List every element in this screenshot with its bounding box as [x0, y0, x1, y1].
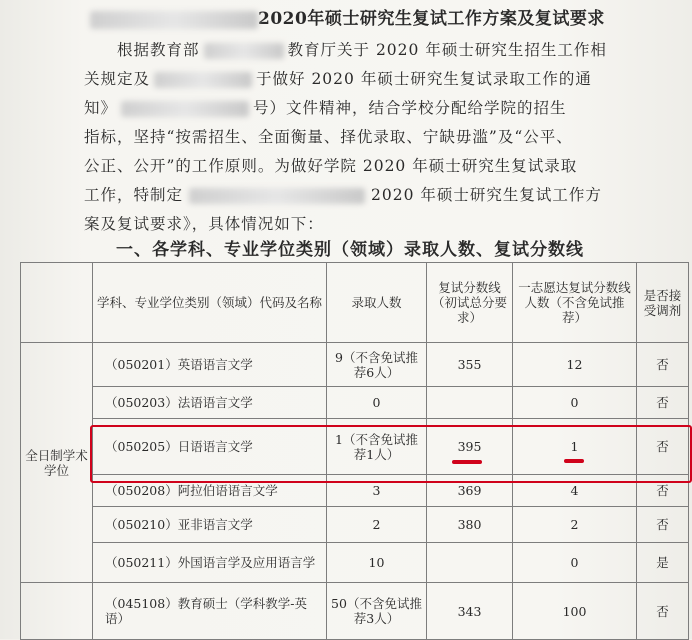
count-underline	[564, 459, 584, 463]
category-cell-empty	[21, 583, 93, 640]
enroll-cell: 1（不含免试推荐1人）	[327, 419, 427, 475]
intro-paragraph	[84, 36, 664, 239]
redacted-block	[121, 101, 249, 117]
document-title	[90, 4, 650, 32]
subject-cell: （050208）阿拉伯语语言文学	[93, 475, 327, 507]
score-cell: 355	[427, 343, 513, 387]
enroll-cell: 2	[327, 507, 427, 543]
table-row-highlighted	[21, 419, 689, 475]
adjust-cell: 否	[637, 343, 689, 387]
redacted-block	[204, 43, 284, 59]
category-cell: 全日制学术学位	[21, 343, 93, 583]
first-choice-cell: 4	[513, 475, 637, 507]
subject-cell: （050203）法语语言文学	[93, 387, 327, 419]
header-enroll: 录取人数	[327, 263, 427, 343]
score-cell	[427, 387, 513, 419]
enroll-cell: 3	[327, 475, 427, 507]
adjust-cell: 否	[637, 583, 689, 640]
enroll-cell: 10	[327, 543, 427, 583]
header-first-choice: 一志愿达复试分数线人数（不含免试推荐）	[513, 263, 637, 343]
para-line-4: 指标，坚持“按需招生、全面衡量、择优录取、宁缺毋滥”及“公平、	[84, 128, 573, 146]
subject-cell: （050201）英语语言文学	[93, 343, 327, 387]
para-line-1: 根据教育部 教育厅关于 2020 年硕士研究生招生工作相	[117, 41, 607, 59]
para-line-3: 知》 号）文件精神，结合学校分配给学院的招生	[84, 99, 567, 117]
subject-cell: （050211）外国语言学及应用语言学	[93, 543, 327, 583]
table-row	[21, 543, 689, 583]
adjust-cell: 否	[637, 507, 689, 543]
score-underline	[452, 460, 482, 464]
table-row	[21, 387, 689, 419]
table-row	[21, 583, 689, 640]
table-row	[21, 475, 689, 507]
subject-cell: （050205）日语语言文学	[93, 419, 327, 475]
subject-cell: （050210）亚非语言文学	[93, 507, 327, 543]
redacted-block	[154, 72, 252, 88]
para-line-6: 工作，特制定 2020 年硕士研究生复试工作方	[84, 186, 602, 204]
first-choice-cell: 0	[513, 543, 637, 583]
adjust-cell: 否	[637, 419, 689, 475]
first-choice-cell: 2	[513, 507, 637, 543]
enroll-cell: 0	[327, 387, 427, 419]
adjust-cell: 否	[637, 387, 689, 419]
adjust-cell: 否	[637, 475, 689, 507]
header-corner	[21, 263, 93, 343]
score-cell	[427, 543, 513, 583]
first-choice-cell: 100	[513, 583, 637, 640]
score-cell: 369	[427, 475, 513, 507]
enroll-cell: 50（不含免试推荐3人）	[327, 583, 427, 640]
admission-table	[20, 262, 689, 640]
first-choice-cell: 0	[513, 387, 637, 419]
enroll-cell: 9（不含免试推荐6人）	[327, 343, 427, 387]
first-choice-cell: 1	[513, 419, 637, 475]
table-header-row	[21, 263, 689, 343]
table-row	[21, 507, 689, 543]
redacted-block	[90, 11, 258, 29]
para-line-2: 关规定及 于做好 2020 年硕士研究生复试录取工作的通	[84, 70, 592, 88]
para-line-5: 公正、公开”的工作原则。为做好学院 2020 年硕士研究生复试录取	[84, 157, 578, 175]
header-adjust: 是否接受调剂	[637, 263, 689, 343]
score-cell: 343	[427, 583, 513, 640]
subject-cell: （045108）教育硕士（学科教学-英语）	[93, 583, 327, 640]
score-cell: 380	[427, 507, 513, 543]
para-line-7: 案及复试要求》，具体情况如下：	[84, 215, 324, 233]
redacted-block	[189, 188, 365, 204]
score-cell: 395	[427, 419, 513, 475]
adjust-cell: 是	[637, 543, 689, 583]
first-choice-cell: 12	[513, 343, 637, 387]
title-text: 2020年硕士研究生复试工作方案及复试要求	[258, 9, 605, 29]
header-score: 复试分数线（初试总分要求）	[427, 263, 513, 343]
table-row	[21, 343, 689, 387]
header-subject: 学科、专业学位类别（领域）代码及名称	[93, 263, 327, 343]
section-heading: 一、各学科、专业学位类别（领域）录取人数、复试分数线	[116, 240, 584, 260]
